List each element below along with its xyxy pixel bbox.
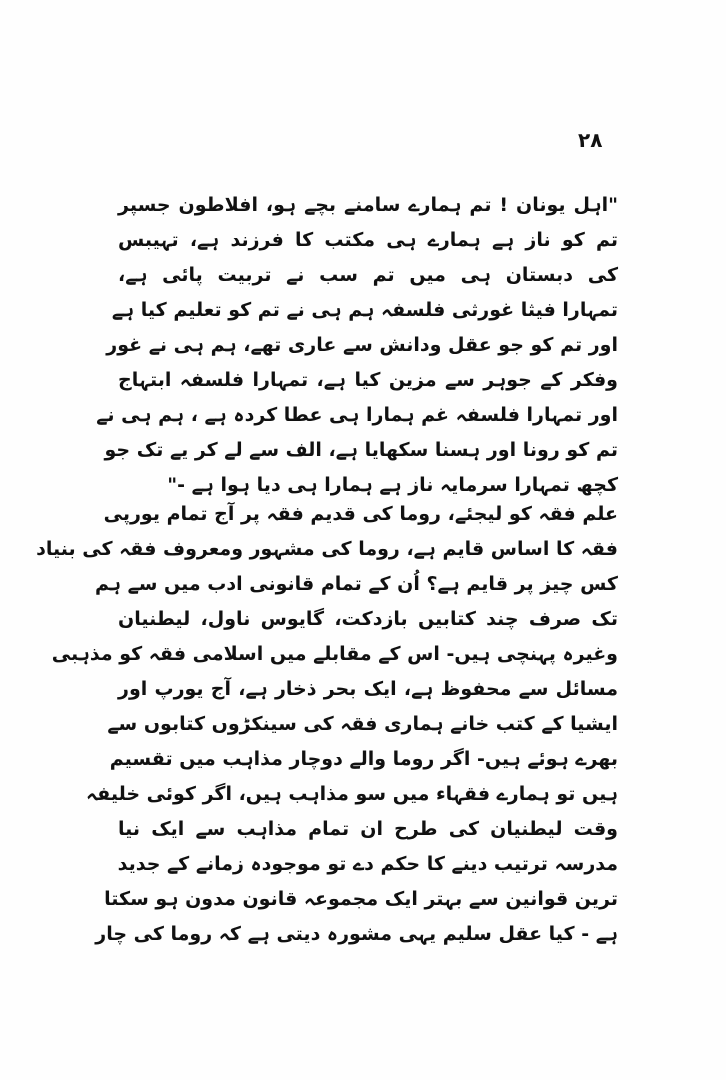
paragraph-line: ہیں تو ہمارے فقہاء میں سو مذاہب ہیں، اگر کوئی خلیفہ bbox=[86, 783, 618, 805]
paragraph-line: ہے - کیا عقل سلیم یہی مشورہ دیتی ہے کہ روما کی چار bbox=[95, 923, 618, 945]
quote-line: تم کو رونا اور ہسنا سکھایا ہے، الف سے لے کر یے تک جو bbox=[104, 439, 618, 461]
paragraph-line: مدرسہ ترتیب دینے کا حکم دے تو موجودہ زمانے کے جدید bbox=[117, 853, 618, 875]
page-number: ۲۸ bbox=[578, 128, 603, 152]
quote-line: "اہل یونان ! تم ہمارے سامنے بچے ہو، افلاطون جسپر bbox=[118, 194, 618, 216]
quote-line: وفکر کے جوہر سے مزین کیا ہے، تمہارا فلسفہ ابتہاج bbox=[118, 369, 618, 391]
paragraph-line: وغیرہ پہنچی ہیں- اس کے مقابلے میں اسلامی فقہ کو مذہبی bbox=[51, 643, 618, 665]
quote-line: تم کو ناز ہے ہمارے ہی مکتب کا فرزند ہے، تہیبس bbox=[118, 229, 618, 251]
quote-line: تمہارا فیثا غورثی فلسفہ ہم ہی نے تم کو تعلیم کیا ہے bbox=[111, 299, 618, 321]
quote-line: اور تم کو جو عقل ودانش سے عاری تھے، ہم ہی نے غور bbox=[106, 334, 618, 356]
paragraph-line: کس چیز پر قایم ہے؟ اُن کے تمام قانونی ادب میں سے ہم bbox=[94, 573, 618, 595]
quote-line: کچھ تمہارا سرمایہ ناز ہے ہمارا ہی دیا ہوا ہے -" bbox=[167, 474, 618, 496]
quote-line: کی دبستان ہی میں تم سب نے تربیت پائی ہے، bbox=[118, 264, 618, 286]
paragraph-line: بھرے ہوئے ہیں- اگر روما والے دوچار مذاہب میں تقسیم bbox=[109, 748, 618, 770]
quotation-block bbox=[96, 188, 618, 503]
paragraph-line: مسائل سے محفوظ ہے، ایک بحر ذخار ہے، آج یورپ اور bbox=[118, 678, 618, 700]
paragraph-line: علم فقہ کو لیجئے، روما کی قدیم فقہ پر آج تمام یورپی bbox=[103, 503, 618, 525]
quote-line: اور تمہارا فلسفہ غم ہمارا ہی عطا کردہ ہے ، ہم ہی نے bbox=[96, 404, 618, 426]
paragraph-line: فقہ کا اساس قایم ہے، روما کی مشہور ومعروف فقہ کی بنیاد bbox=[36, 538, 618, 560]
paragraph-line: ترین قوانین سے بہتر ایک مجموعہ قانون مدون ہو سکتا bbox=[104, 888, 618, 910]
paragraph-line: تک صرف چند کتابیں بازدکت، گایوس ناول، لیطنیان bbox=[118, 608, 618, 630]
paragraph-line: ایشیا کے کتب خانے ہماری فقہ کی سینکڑوں کتابوں سے bbox=[107, 713, 618, 735]
paragraph-line: وقت لیطنیان کی طرح ان تمام مذاہب سے ایک نیا bbox=[118, 818, 618, 840]
body-paragraph bbox=[36, 497, 618, 952]
